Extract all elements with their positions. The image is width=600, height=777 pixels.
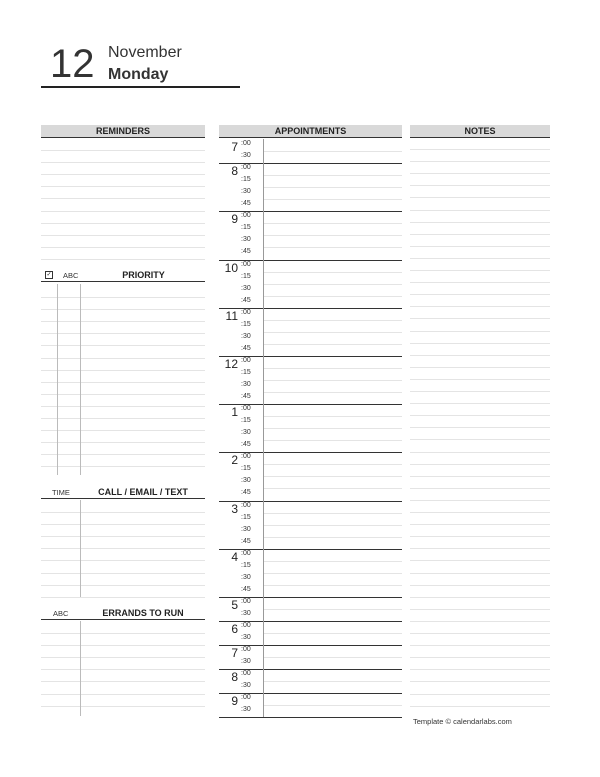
appointment-hour: 6: [231, 622, 238, 636]
call-line: [41, 560, 205, 561]
notes-line: [410, 512, 550, 513]
appointment-minute: :45: [241, 441, 251, 449]
appointment-slot-line: [264, 657, 402, 658]
appointments-header: APPOINTMENTS: [219, 125, 402, 138]
priority-line: [41, 345, 205, 346]
appointment-hour: 1: [231, 405, 238, 420]
reminder-line: [41, 211, 205, 212]
call-time-label: TIME: [52, 488, 70, 497]
notes-line: [410, 282, 550, 283]
priority-line: [41, 394, 205, 395]
call-line: [41, 512, 205, 513]
notes-line: [410, 694, 550, 695]
header-underline: [41, 86, 240, 88]
reminder-line: [41, 259, 205, 260]
call-divider: [80, 500, 81, 597]
appointment-slot-line: [264, 272, 402, 273]
appointment-slot-line: [264, 284, 402, 285]
notes-line: [410, 633, 550, 634]
appointment-minute: :30: [241, 573, 251, 581]
appointment-slot-line: [264, 513, 402, 514]
appointment-minute: :30: [241, 658, 251, 666]
priority-line: [41, 309, 205, 310]
notes-line: [410, 645, 550, 646]
reminders-header: REMINDERS: [41, 125, 205, 138]
appointment-slot-line: [264, 705, 402, 706]
appointment-minute: :15: [241, 417, 251, 425]
errand-line: [41, 706, 205, 707]
appointment-slot-line: [264, 525, 402, 526]
appointment-minute: :30: [241, 477, 251, 485]
appointment-slot-line: [264, 681, 402, 682]
appointment-minute: :30: [241, 634, 251, 642]
priority-line: [41, 430, 205, 431]
notes-header: NOTES: [410, 125, 550, 138]
priority-line: [41, 466, 205, 467]
appointment-minute: :00: [241, 356, 251, 364]
appointment-slot-line: [264, 151, 402, 152]
appointment-hour: 10: [224, 260, 238, 275]
appointment-minute: :30: [241, 332, 251, 340]
notes-line: [410, 197, 550, 198]
appointment-slot-line: [264, 464, 402, 465]
appointment-minute: :00: [241, 164, 251, 172]
appointment-minute: :15: [241, 320, 251, 328]
appointment-minute: :30: [241, 381, 251, 388]
errand-line: [41, 633, 205, 634]
appointment-hour: 12: [224, 356, 238, 371]
reminder-line: [41, 247, 205, 248]
appointment-slot-line: [264, 476, 402, 477]
appointment-slot-line: [264, 633, 402, 634]
appointment-hour-separator: [219, 717, 402, 718]
appointments-minute-divider: [263, 139, 264, 717]
call-line: [41, 597, 205, 598]
appointment-minute: :00: [241, 140, 251, 147]
appointment-minute: :45: [241, 200, 251, 208]
appointment-hour: 7: [231, 140, 238, 154]
appointment-minute: :15: [241, 368, 251, 376]
appointment-hour: 2: [231, 453, 238, 468]
notes-line: [410, 427, 550, 428]
appointment-slot-line: [264, 235, 402, 236]
appointment-slot-line: [264, 368, 402, 369]
notes-line: [410, 270, 550, 271]
appointment-slot-line: [264, 380, 402, 381]
weekday-label: Monday: [108, 66, 169, 83]
notes-line: [410, 657, 550, 658]
errand-line: [41, 669, 205, 670]
notes-line: [410, 210, 550, 211]
errand-line: [41, 657, 205, 658]
appointment-minute: :00: [241, 308, 251, 316]
appointment-hour: 5: [231, 597, 238, 612]
priority-line: [41, 454, 205, 455]
reminder-line: [41, 186, 205, 187]
appointment-minute: :15: [241, 465, 251, 473]
appointment-minute: :30: [241, 682, 251, 690]
appointment-minute: :15: [241, 513, 251, 521]
appointment-minute: :00: [241, 260, 251, 268]
reminder-line: [41, 235, 205, 236]
errand-line: [41, 681, 205, 682]
reminder-line: [41, 150, 205, 151]
notes-line: [410, 403, 550, 404]
call-line: [41, 524, 205, 525]
notes-line: [410, 161, 550, 162]
priority-divider-1: [57, 284, 58, 475]
priority-line: [41, 418, 205, 419]
appointment-slot-line: [264, 199, 402, 200]
appointment-slot-line: [264, 344, 402, 345]
appointment-minute: :00: [241, 453, 251, 461]
appointment-minute: :00: [241, 212, 251, 220]
appointment-slot-line: [264, 428, 402, 429]
notes-line: [410, 621, 550, 622]
appointment-minute: :00: [241, 405, 251, 413]
appointment-slot-line: [264, 296, 402, 297]
appointment-minute: :15: [241, 224, 251, 232]
notes-line: [410, 149, 550, 150]
appointment-hour: 7: [231, 646, 238, 661]
priority-line: [41, 406, 205, 407]
notes-line: [410, 173, 550, 174]
notes-line: [410, 488, 550, 489]
appointment-minute: :30: [241, 188, 251, 196]
notes-line: [410, 669, 550, 670]
appointment-minute: :00: [241, 597, 251, 605]
errands-divider: [80, 621, 81, 716]
appointment-slot-line: [264, 585, 402, 586]
notes-line: [410, 706, 550, 707]
notes-line: [410, 597, 550, 598]
priority-title: PRIORITY: [122, 270, 165, 280]
notes-line: [410, 609, 550, 610]
appointment-hour: 8: [231, 670, 238, 685]
appointment-slot-line: [264, 609, 402, 610]
notes-line: [410, 258, 550, 259]
notes-line: [410, 379, 550, 380]
priority-line: [41, 370, 205, 371]
notes-line: [410, 439, 550, 440]
appointment-minute: :45: [241, 537, 251, 545]
appointment-minute: :30: [241, 284, 251, 292]
notes-line: [410, 343, 550, 344]
errands-abc-label: ABC: [53, 609, 69, 618]
notes-line: [410, 681, 550, 682]
checkbox-icon: ✓: [46, 272, 52, 278]
appointment-slot-line: [264, 561, 402, 562]
errands-title: ERRANDS TO RUN: [102, 608, 184, 618]
appointment-minute: :45: [241, 296, 251, 304]
notes-line: [410, 355, 550, 356]
appointment-hour: 9: [231, 694, 238, 709]
call-line: [41, 573, 205, 574]
notes-line: [410, 222, 550, 223]
priority-line: [41, 297, 205, 298]
appointment-minute: :15: [241, 272, 251, 280]
reminder-line: [41, 223, 205, 224]
notes-line: [410, 524, 550, 525]
call-line: [41, 548, 205, 549]
reminder-line: [41, 174, 205, 175]
appointment-minute: :45: [241, 344, 251, 352]
call-title: CALL / EMAIL / TEXT: [98, 487, 188, 497]
day-number: 12: [50, 42, 95, 86]
appointment-slot-line: [264, 187, 402, 188]
appointment-minute: :00: [241, 501, 251, 509]
priority-line: [41, 442, 205, 443]
notes-line: [410, 500, 550, 501]
notes-line: [410, 318, 550, 319]
notes-line: [410, 391, 550, 392]
appointment-minute: :45: [241, 585, 251, 593]
appointment-hour: 4: [231, 549, 238, 564]
appointment-minute: :00: [241, 622, 251, 629]
reminder-line: [41, 198, 205, 199]
priority-abc-label: ABC: [63, 271, 79, 280]
appointment-slot-line: [264, 537, 402, 538]
priority-line: [41, 382, 205, 383]
appointment-minute: :30: [241, 706, 251, 714]
reminder-line: [41, 162, 205, 163]
notes-line: [410, 306, 550, 307]
month-label: November: [108, 44, 182, 61]
appointment-slot-line: [264, 175, 402, 176]
notes-line: [410, 294, 550, 295]
notes-line: [410, 452, 550, 453]
appointment-hour: 11: [225, 308, 238, 323]
call-line: [41, 536, 205, 537]
appointment-hour: 9: [231, 212, 238, 227]
appointment-minute: :30: [241, 609, 251, 617]
notes-line: [410, 560, 550, 561]
notes-line: [410, 185, 550, 186]
appointment-minute: :30: [241, 152, 251, 160]
priority-header: [41, 269, 205, 282]
errand-line: [41, 694, 205, 695]
appointment-minute: :00: [241, 549, 251, 557]
notes-line: [410, 536, 550, 537]
appointment-minute: :45: [241, 489, 251, 497]
notes-line: [410, 234, 550, 235]
appointment-minute: :15: [241, 176, 251, 184]
call-header: [41, 486, 205, 499]
notes-line: [410, 367, 550, 368]
appointment-minute: :00: [241, 694, 251, 702]
appointment-slot-line: [264, 223, 402, 224]
priority-divider-2: [80, 284, 81, 475]
notes-line: [410, 476, 550, 477]
appointment-minute: :30: [241, 429, 251, 437]
appointment-slot-line: [264, 320, 402, 321]
notes-line: [410, 585, 550, 586]
appointment-minute: :45: [241, 248, 251, 256]
notes-line: [410, 331, 550, 332]
notes-line: [410, 464, 550, 465]
footer-credit: Template © calendarlabs.com: [413, 717, 512, 726]
notes-line: [410, 548, 550, 549]
priority-line: [41, 358, 205, 359]
errand-line: [41, 645, 205, 646]
appointment-slot-line: [264, 488, 402, 489]
appointment-hour: 3: [231, 501, 238, 516]
appointment-slot-line: [264, 332, 402, 333]
priority-line: [41, 321, 205, 322]
appointment-slot-line: [264, 440, 402, 441]
appointment-hour: 8: [231, 164, 238, 179]
appointment-minute: :00: [241, 646, 251, 654]
notes-line: [410, 246, 550, 247]
notes-line: [410, 415, 550, 416]
call-line: [41, 585, 205, 586]
appointment-slot-line: [264, 573, 402, 574]
appointment-minute: :30: [241, 236, 251, 244]
appointment-minute: :00: [241, 670, 251, 678]
errands-header: [41, 607, 205, 620]
notes-line: [410, 573, 550, 574]
appointment-minute: :15: [241, 561, 251, 569]
appointment-minute: :45: [241, 393, 251, 401]
priority-line: [41, 333, 205, 334]
appointment-minute: :30: [241, 525, 251, 533]
appointment-slot-line: [264, 416, 402, 417]
appointment-slot-line: [264, 392, 402, 393]
appointment-slot-line: [264, 247, 402, 248]
